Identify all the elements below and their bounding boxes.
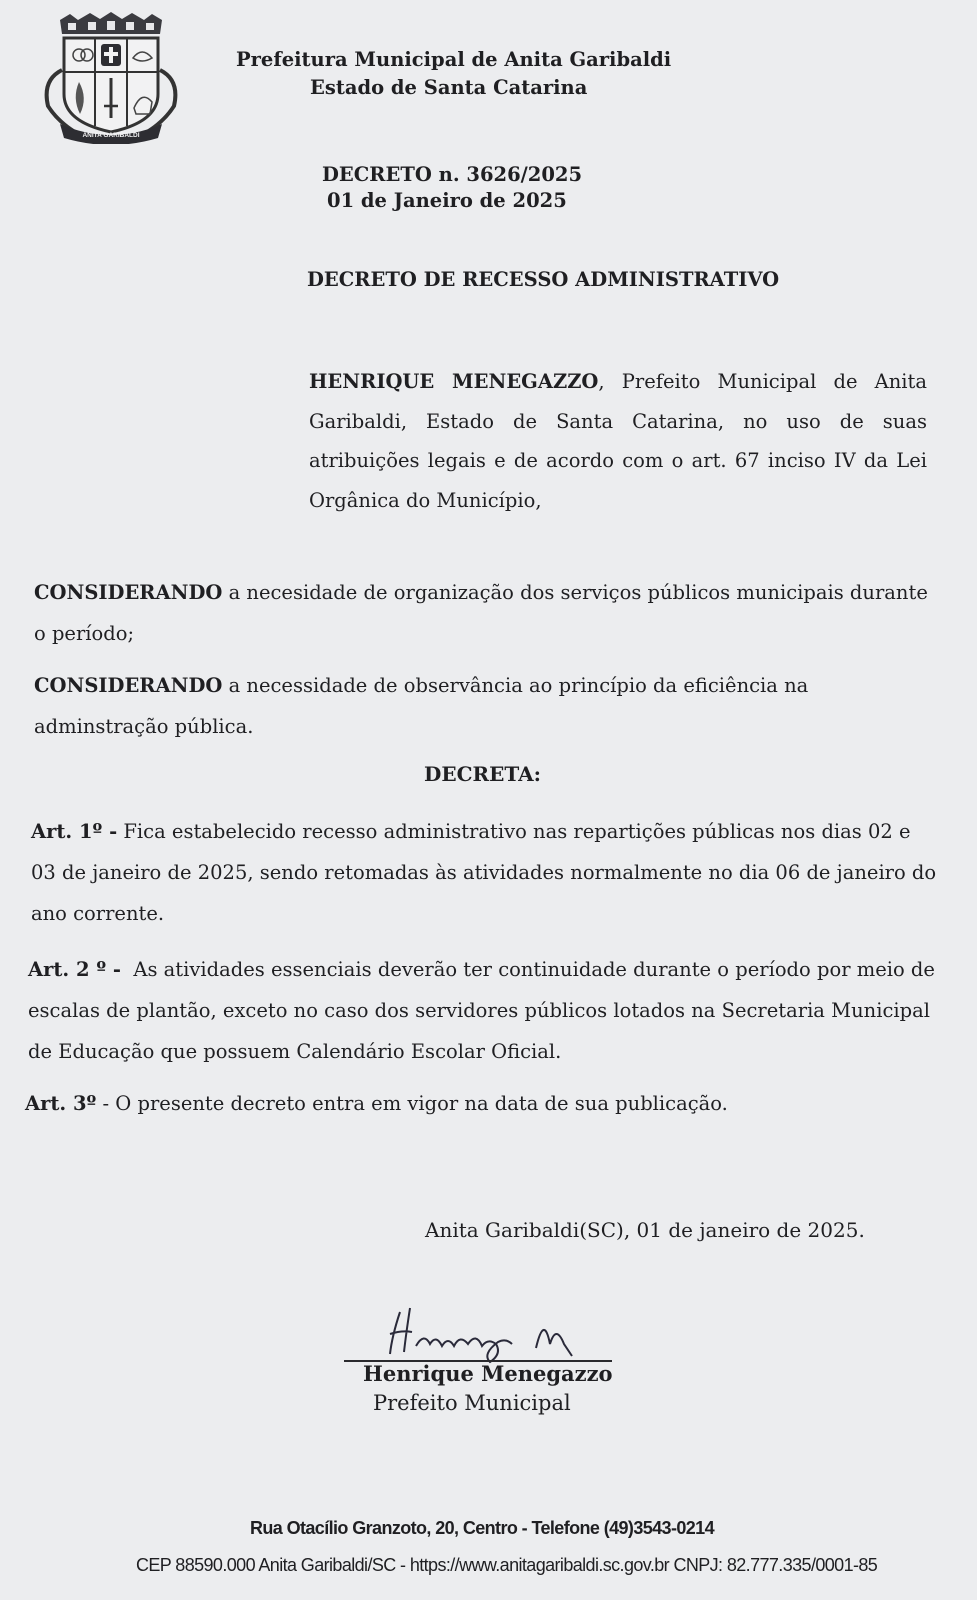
- coat-of-arms-icon: [38, 10, 184, 144]
- crest-banner-text: ANITA GARIBALDI: [82, 132, 140, 139]
- letterhead: [236, 46, 671, 102]
- article-label: Art. 1º -: [31, 820, 118, 843]
- consideration-paragraph: [34, 665, 934, 747]
- article-label: Art. 2 º -: [28, 958, 121, 981]
- decree-date: 01 de Janeiro de 2025: [327, 189, 567, 212]
- footer-contact: CEP 88590.000 Anita Garibaldi/SC - https://www.anitagaribaldi.sc.gov.br CNPJ: 82.777.335/0001-85: [136, 1555, 878, 1575]
- consideration-lead: CONSIDERANDO: [34, 581, 223, 604]
- signer-role: Prefeito Municipal: [373, 1391, 571, 1415]
- decree-title: DECRETO DE RECESSO ADMINISTRATIVO: [307, 268, 780, 291]
- footer-address: Rua Otacílio Granzoto, 20, Centro - Telefone (49)3543-0214: [250, 1518, 715, 1538]
- place-and-date: Anita Garibaldi(SC), 01 de janeiro de 2025.: [425, 1218, 865, 1242]
- article-text: Fica estabelecido recesso administrativo nas repartições públicas nos dias 02 e 03 de janeiro de 2025, sendo retomadas às atividades normalmente no dia 06 de janeiro do ano corrente.: [31, 820, 937, 925]
- municipality-name: Prefeitura Municipal de Anita Garibaldi: [236, 48, 672, 71]
- state-name: Estado de Santa Catarina: [310, 76, 588, 99]
- article-text: - O presente decreto entra em vigor na data de sua publicação.: [96, 1092, 728, 1115]
- preamble-text: , Prefeito Municipal de Anita Garibaldi, Estado de Santa Catarina, no uso de suas atribuições legais e de acordo com o art. 67 inciso IV da Lei Orgânica do Município,: [309, 370, 927, 512]
- article-paragraph: [25, 1083, 941, 1124]
- decreta-heading: DECRETA:: [424, 762, 542, 786]
- article-paragraph: [31, 811, 937, 934]
- decree-identifier: [322, 162, 582, 214]
- consideration-lead: CONSIDERANDO: [34, 674, 223, 697]
- consideration-paragraph: [34, 572, 934, 654]
- consideration-text: a necesidade de organização dos serviços públicos municipais durante o período;: [34, 581, 928, 645]
- article-paragraph: [28, 949, 944, 1072]
- mayor-name: HENRIQUE MENEGAZZO: [309, 370, 599, 393]
- handwritten-signature: [340, 1294, 620, 1366]
- signer-name: Henrique Menegazzo: [363, 1361, 613, 1386]
- article-label: Art. 3º: [25, 1092, 97, 1115]
- decree-number: DECRETO n. 3626/2025: [322, 163, 583, 186]
- consideration-text: a necessidade de observância ao princípio da eficiência na adminstração pública.: [34, 674, 809, 738]
- article-text: As atividades essenciais deverão ter continuidade durante o período por meio de escalas de plantão, exceto no caso dos servidores públicos lotados na Secretaria Municipal de Educação que possuem Calendário Escolar Oficial.: [28, 958, 942, 1063]
- preamble-paragraph: [309, 362, 927, 520]
